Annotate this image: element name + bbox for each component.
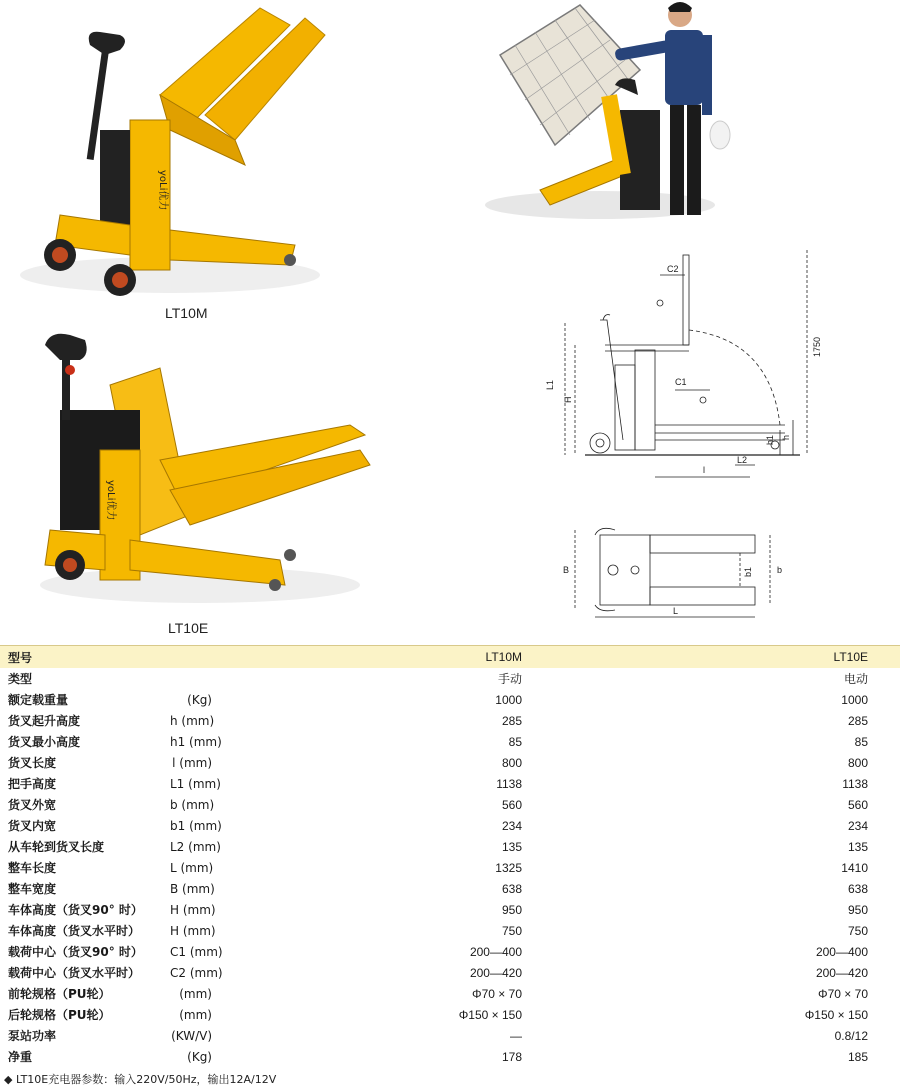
- spec-table-header: [0, 646, 900, 669]
- spec-name: 泵站功率: [8, 1029, 57, 1043]
- spec-name: 前轮规格（PU轮）: [8, 987, 111, 1001]
- spec-row: [0, 1004, 900, 1025]
- spec-row: [0, 815, 900, 836]
- spec-name: 额定载重量: [8, 693, 69, 707]
- dim-label-l2: L2: [737, 455, 748, 465]
- spec-value-lt10e: Φ150 × 150: [804, 1007, 868, 1022]
- spec-row: [0, 710, 900, 731]
- top-view-drawing: [555, 525, 795, 625]
- spec-value-lt10e: 950: [847, 902, 868, 917]
- spec-unit: H (mm): [170, 923, 216, 938]
- spec-value-lt10e: 1000: [841, 692, 868, 707]
- spec-unit: C2 (mm): [170, 965, 223, 980]
- spec-value-lt10m: 200—420: [469, 965, 522, 980]
- spec-name: 整车长度: [8, 861, 57, 875]
- spec-row: [0, 878, 900, 899]
- spec-table: [0, 645, 900, 1067]
- spec-name: 净重: [8, 1050, 33, 1064]
- spec-value-lt10m: 1138: [496, 776, 522, 791]
- lt10m-caption: LT10M: [165, 305, 208, 321]
- dim-label-h: h: [781, 434, 791, 440]
- spec-name: 后轮规格（PU轮）: [8, 1008, 111, 1022]
- spec-value-lt10e: 560: [847, 797, 868, 812]
- spec-value-lt10e: 638: [847, 881, 868, 896]
- spec-unit: C1 (mm): [170, 944, 223, 959]
- spec-row: [0, 836, 900, 857]
- spec-unit: [170, 668, 212, 689]
- spec-row: [0, 1025, 900, 1046]
- spec-unit: (mm): [179, 1007, 212, 1022]
- spec-value-lt10m: 638: [501, 881, 522, 896]
- spec-value-lt10m: 800: [501, 755, 522, 770]
- lt10m-photo: [20, 0, 340, 305]
- dim-label-h1: h1: [765, 434, 775, 445]
- spec-value-lt10m: 1000: [495, 692, 522, 707]
- dim-label-c1: C1: [675, 377, 687, 387]
- spec-value-lt10m: 1325: [495, 860, 522, 875]
- spec-name: 从车轮到货叉长度: [8, 840, 105, 854]
- spec-name: 整车宽度: [8, 882, 57, 896]
- spec-value-lt10m: 234: [501, 818, 522, 833]
- header-model: 型号: [0, 646, 170, 669]
- spec-row: [0, 941, 900, 962]
- spec-value-lt10m: 950: [501, 902, 522, 917]
- spec-value-lt10e: 750: [847, 923, 868, 938]
- spec-value-lt10m: 560: [501, 797, 522, 812]
- dim-label-b1: b1: [743, 566, 753, 577]
- dim-label-l: l: [703, 465, 705, 475]
- spec-value-lt10m: 178: [501, 1049, 522, 1064]
- spec-unit: L2 (mm): [170, 839, 221, 854]
- spec-row: [0, 752, 900, 773]
- spec-value-lt10m: 285: [501, 713, 522, 728]
- spec-row: [0, 773, 900, 794]
- dim-label-l1: L1: [545, 379, 555, 390]
- spec-row: [0, 920, 900, 941]
- spec-value-lt10e: 234: [847, 818, 868, 833]
- spec-unit: b (mm): [170, 797, 215, 812]
- spec-value-lt10e: 1138: [842, 776, 868, 791]
- lt10e-photo: [30, 330, 380, 615]
- operator-with-cage-photo: [480, 0, 740, 230]
- spec-value-lt10m: Φ150 × 150: [458, 1007, 522, 1022]
- spec-unit: l (mm): [172, 755, 212, 770]
- brand-logo-lt10m: yoLi优力: [157, 170, 168, 211]
- spec-value-lt10e: 285: [847, 713, 868, 728]
- side-view-drawing: [545, 245, 845, 485]
- header-lt10m: LT10M: [212, 646, 522, 669]
- spec-unit: (mm): [179, 986, 212, 1001]
- spec-value-lt10m: 750: [501, 923, 522, 938]
- spec-name: 载荷中心（货叉水平时）: [8, 966, 141, 980]
- spec-name: 货叉外宽: [8, 798, 57, 812]
- spec-row: [0, 689, 900, 710]
- spec-row: [0, 731, 900, 752]
- spec-name: 车体高度（货叉水平时）: [8, 924, 141, 938]
- spec-unit: h1 (mm): [170, 734, 222, 749]
- spec-value-lt10e: Φ70 × 70: [818, 986, 868, 1001]
- spec-unit: L (mm): [170, 860, 214, 875]
- spec-value-lt10e: 85: [854, 734, 868, 749]
- spec-row: [0, 1046, 900, 1067]
- spec-unit: (Kg): [187, 692, 212, 707]
- spec-row: [0, 983, 900, 1004]
- dim-label-1750: 1750: [812, 336, 822, 357]
- spec-value-lt10e: 电动: [843, 672, 868, 686]
- spec-unit: H (mm): [170, 902, 216, 917]
- spec-unit: (KW/V): [171, 1028, 212, 1043]
- spec-name: 车体高度（货叉90° 时）: [8, 903, 143, 917]
- spec-name: 类型: [8, 672, 33, 686]
- spec-unit: B (mm): [170, 881, 215, 896]
- spec-name: 货叉起升高度: [8, 714, 81, 728]
- spec-unit: h (mm): [170, 713, 215, 728]
- spec-name: 货叉最小高度: [8, 735, 81, 749]
- spec-value-lt10m: 手动: [497, 672, 522, 686]
- dim-label-c2: C2: [667, 264, 679, 274]
- dim-label-b-big: B: [563, 565, 570, 575]
- spec-unit: b1 (mm): [170, 818, 222, 833]
- spec-name: 载荷中心（货叉90° 时）: [8, 945, 143, 959]
- spec-value-lt10e: 200—400: [815, 944, 868, 959]
- spec-value-lt10m: —: [510, 1028, 522, 1043]
- dim-label-l-top: L: [673, 606, 679, 616]
- spec-row: [0, 668, 900, 689]
- dim-label-h-upper: H: [563, 396, 573, 403]
- spec-value-lt10e: 0.8/12: [834, 1028, 868, 1043]
- spec-value-lt10m: 135: [501, 839, 522, 854]
- spec-value-lt10m: 85: [508, 734, 522, 749]
- lt10e-caption: LT10E: [168, 620, 209, 636]
- spec-unit: L1 (mm): [170, 776, 221, 791]
- spec-row: [0, 899, 900, 920]
- spec-row: [0, 857, 900, 878]
- spec-name: 把手高度: [8, 777, 57, 791]
- spec-value-lt10m: 200—400: [469, 944, 522, 959]
- charger-footnote: ◆ LT10E充电器参数：输入220V/50Hz，输出12A/12V: [4, 1073, 277, 1086]
- header-lt10e: LT10E: [522, 646, 900, 669]
- spec-name: 货叉长度: [8, 756, 57, 770]
- spec-value-lt10e: 1410: [841, 860, 868, 875]
- dim-label-b-small: b: [777, 565, 783, 575]
- spec-value-lt10m: Φ70 × 70: [472, 986, 522, 1001]
- spec-unit: (Kg): [187, 1049, 212, 1064]
- spec-row: [0, 962, 900, 983]
- spec-value-lt10e: 800: [847, 755, 868, 770]
- brand-logo-lt10e: yoLi优力: [105, 480, 116, 521]
- spec-row: [0, 794, 900, 815]
- spec-name: 货叉内宽: [8, 819, 57, 833]
- spec-value-lt10e: 135: [847, 839, 868, 854]
- spec-value-lt10e: 200—420: [815, 965, 868, 980]
- spec-value-lt10e: 185: [847, 1049, 868, 1064]
